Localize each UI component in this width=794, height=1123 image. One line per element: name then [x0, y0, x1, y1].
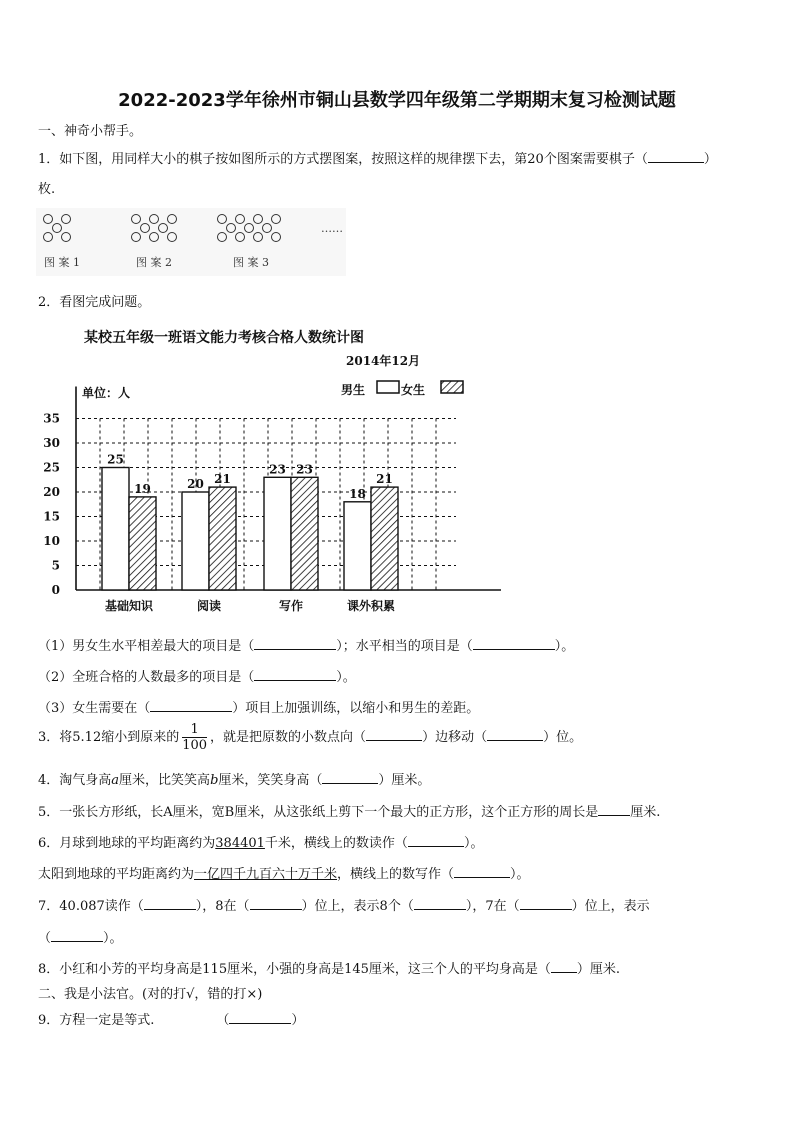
- x-tick-label: 基础知识: [104, 599, 154, 613]
- answer-blank[interactable]: [648, 150, 704, 163]
- question-9: [38, 1009, 304, 1028]
- q6-text-f: ）。: [510, 867, 530, 882]
- piece: [132, 215, 141, 224]
- piece: [150, 215, 159, 224]
- chart-title: 某校五年级一班语文能力考核合格人数统计图: [84, 330, 364, 346]
- piece: [218, 215, 227, 224]
- q2-2-text-b: ）。: [336, 670, 356, 685]
- question-7-continuation: [38, 927, 123, 946]
- data-label: 25: [107, 452, 124, 467]
- y-tick-label: 15: [43, 509, 60, 524]
- answer-blank[interactable]: [254, 637, 336, 650]
- q3-text-c: ）边移动（: [422, 730, 488, 745]
- question-6: [38, 832, 483, 851]
- question-2: 2．看图完成问题。: [38, 295, 151, 310]
- q4-text-d: ）厘米。: [378, 773, 431, 788]
- piece: [44, 215, 53, 224]
- answer-blank[interactable]: [229, 1011, 291, 1024]
- question-2-2: [38, 666, 356, 685]
- question-1: [38, 148, 717, 167]
- pattern-label-1: 图 案 1: [44, 256, 80, 269]
- q2-3-text-b: ）项目上加强训练，以缩小和男生的差距。: [232, 701, 480, 716]
- q5-text-a: 5．一张长方形纸，长A厘米，宽B厘米，从这张纸上剪下一个最大的正方形，这个正方形的周长是: [38, 805, 599, 820]
- question-3: [38, 722, 582, 753]
- bar-male-3: [344, 502, 371, 590]
- answer-blank[interactable]: [473, 637, 555, 650]
- answer-blank[interactable]: [598, 803, 630, 816]
- q9-text-a: 9．方程一定是等式.: [38, 1013, 155, 1028]
- piece: [62, 215, 71, 224]
- piece: [141, 224, 150, 233]
- piece: [44, 233, 53, 242]
- chart-subtitle: 2014年12月: [346, 354, 421, 368]
- pattern-label-3: 图 案 3: [233, 256, 269, 269]
- answer-blank[interactable]: [254, 668, 336, 681]
- q2-1-text-b: ）；水平相当的项目是（: [336, 639, 473, 654]
- piece: [236, 233, 245, 242]
- y-tick-label: 35: [43, 411, 60, 426]
- fraction-numerator: 1: [182, 722, 207, 738]
- x-tick-label: 阅读: [196, 599, 222, 613]
- pattern-ellipsis: ……: [321, 222, 343, 235]
- answer-blank[interactable]: [144, 897, 196, 910]
- answer-blank[interactable]: [454, 865, 510, 878]
- q2-3-text-a: （3）女生需要在（: [38, 701, 151, 716]
- y-tick-label: 25: [43, 460, 60, 475]
- piece: [263, 224, 272, 233]
- bar-male-1: [182, 492, 209, 590]
- pattern-figure: [36, 208, 346, 276]
- bar-female-2: [291, 477, 318, 590]
- piece: [272, 215, 281, 224]
- legend-swatch-male: [377, 381, 399, 393]
- pattern-label-2: 图 案 2: [136, 256, 172, 269]
- q4-text-a: 4．淘气身高: [38, 773, 112, 788]
- answer-blank[interactable]: [551, 960, 577, 973]
- q8-text-b: ）厘米.: [576, 962, 621, 977]
- question-8: [38, 958, 620, 977]
- q2-1-text-c: ）。: [554, 639, 575, 654]
- piece: [254, 233, 263, 242]
- y-tick-label: 5: [51, 558, 60, 573]
- bar-male-0: [102, 468, 129, 591]
- piece: [227, 224, 236, 233]
- question-5: [38, 801, 660, 820]
- page-title: 2022-2023学年徐州市铜山县数学四年级第二学期期末复习检测试题: [118, 90, 676, 111]
- bar-female-3: [371, 487, 398, 590]
- answer-blank[interactable]: [520, 897, 572, 910]
- q2-1-text-a: （1）男女生水平相差最大的项目是（: [38, 639, 255, 654]
- q7-text-a: 7．40.087读作（: [38, 899, 144, 914]
- q3-text-a: 3．将5.12缩小到原来的: [38, 730, 180, 745]
- piece: [132, 233, 141, 242]
- question-6-part-2: [38, 863, 530, 882]
- bar-female-0: [129, 497, 156, 590]
- bar-female-1: [209, 487, 236, 590]
- piece: [245, 224, 254, 233]
- question-7: [38, 895, 650, 914]
- q4-text-b: 厘米，比笑笑高: [119, 773, 211, 788]
- bar-male-2: [264, 477, 291, 590]
- piece: [168, 215, 177, 224]
- data-label: 21: [214, 472, 231, 487]
- underlined-number-words: 一亿四千九百六十万千米: [194, 867, 338, 882]
- legend-swatch-female: [441, 381, 463, 393]
- q1-continuation: 枚.: [38, 182, 56, 197]
- q6-text-e: ，横线上的数写作（: [337, 867, 455, 882]
- q7-text-d: ），7在（: [465, 899, 520, 914]
- q3-text-b: ，就是把原数的小数点向（: [210, 730, 367, 745]
- piece: [62, 233, 71, 242]
- x-tick-label: 课外积累: [346, 599, 396, 613]
- answer-blank[interactable]: [322, 771, 378, 784]
- y-tick-label: 30: [43, 436, 60, 450]
- piece: [272, 233, 281, 242]
- q6-text-d: 太阳到地球的平均距离约为: [38, 867, 195, 882]
- question-4: [38, 769, 430, 788]
- legend-label-female: 女生: [401, 383, 426, 397]
- y-tick-label: 0: [51, 583, 60, 597]
- question-2-3: [38, 697, 479, 716]
- pattern-svg: [36, 208, 346, 276]
- q6-text-a: 6．月球到地球的平均距离约为: [38, 836, 216, 851]
- fraction: [182, 722, 207, 753]
- piece: [254, 215, 263, 224]
- q7-text-b: ），8在（: [195, 899, 250, 914]
- chart-svg: [36, 322, 516, 622]
- data-label: 21: [376, 472, 393, 487]
- piece: [53, 224, 62, 233]
- q7-text-f: （: [38, 931, 52, 946]
- answer-blank[interactable]: [366, 728, 422, 741]
- data-label: 23: [269, 462, 286, 477]
- data-label: 23: [296, 462, 313, 477]
- answer-blank[interactable]: [487, 728, 543, 741]
- data-label: 19: [134, 481, 151, 496]
- answer-blank[interactable]: [408, 834, 464, 847]
- q7-text-e: ）位上，表示: [571, 899, 650, 914]
- answer-blank[interactable]: [150, 699, 232, 712]
- q1-tail: ）: [703, 152, 717, 167]
- data-label: 20: [187, 477, 204, 491]
- variable-a: a: [111, 773, 120, 788]
- q1-text: 1．如下图，用同样大小的棋子按如图所示的方式摆图案，按照这样的规律摆下去，第20个图案需要棋子（: [38, 152, 648, 167]
- data-label: 18: [349, 486, 366, 501]
- underlined-number: 384401: [215, 836, 265, 851]
- piece: [218, 233, 227, 242]
- section-heading-2: 二、我是小法官。(对的打√，错的打×): [38, 987, 263, 1002]
- q7-text-g: ）。: [103, 931, 123, 946]
- section-heading-1: 一、神奇小帮手。: [38, 124, 143, 139]
- answer-blank[interactable]: [250, 897, 302, 910]
- q7-text-c: ）位上，表示8个（: [301, 899, 414, 914]
- q8-text-a: 8．小红和小芳的平均身高是115厘米，小强的身高是145厘米，这三个人的平均身高是（: [38, 962, 551, 977]
- legend-label-male: 男生: [341, 383, 366, 397]
- piece: [150, 233, 159, 242]
- fraction-denominator: 100: [182, 738, 208, 753]
- piece: [168, 233, 177, 242]
- q5-text-b: 厘米.: [630, 805, 661, 820]
- answer-blank[interactable]: [51, 929, 103, 942]
- q9-text-c: ）: [291, 1013, 305, 1028]
- chart-unit-label: 单位：人: [82, 386, 131, 400]
- question-2-1: [38, 635, 574, 654]
- q2-2-text-a: （2）全班合格的人数最多的项目是（: [38, 670, 255, 685]
- q6-text-b: 千米，横线上的数读作（: [264, 836, 408, 851]
- piece: [159, 224, 168, 233]
- variable-b: b: [210, 773, 219, 788]
- piece: [236, 215, 245, 224]
- bar-chart: [36, 322, 516, 626]
- answer-blank[interactable]: [414, 897, 466, 910]
- q6-text-c: ）。: [463, 836, 484, 851]
- q9-text-b: （: [216, 1013, 230, 1028]
- q4-text-c: 厘米，笑笑身高（: [218, 773, 323, 788]
- q3-text-d: ）位。: [543, 730, 583, 745]
- y-tick-label: 10: [43, 534, 60, 548]
- y-tick-label: 20: [43, 485, 60, 499]
- x-tick-label: 写作: [278, 599, 304, 613]
